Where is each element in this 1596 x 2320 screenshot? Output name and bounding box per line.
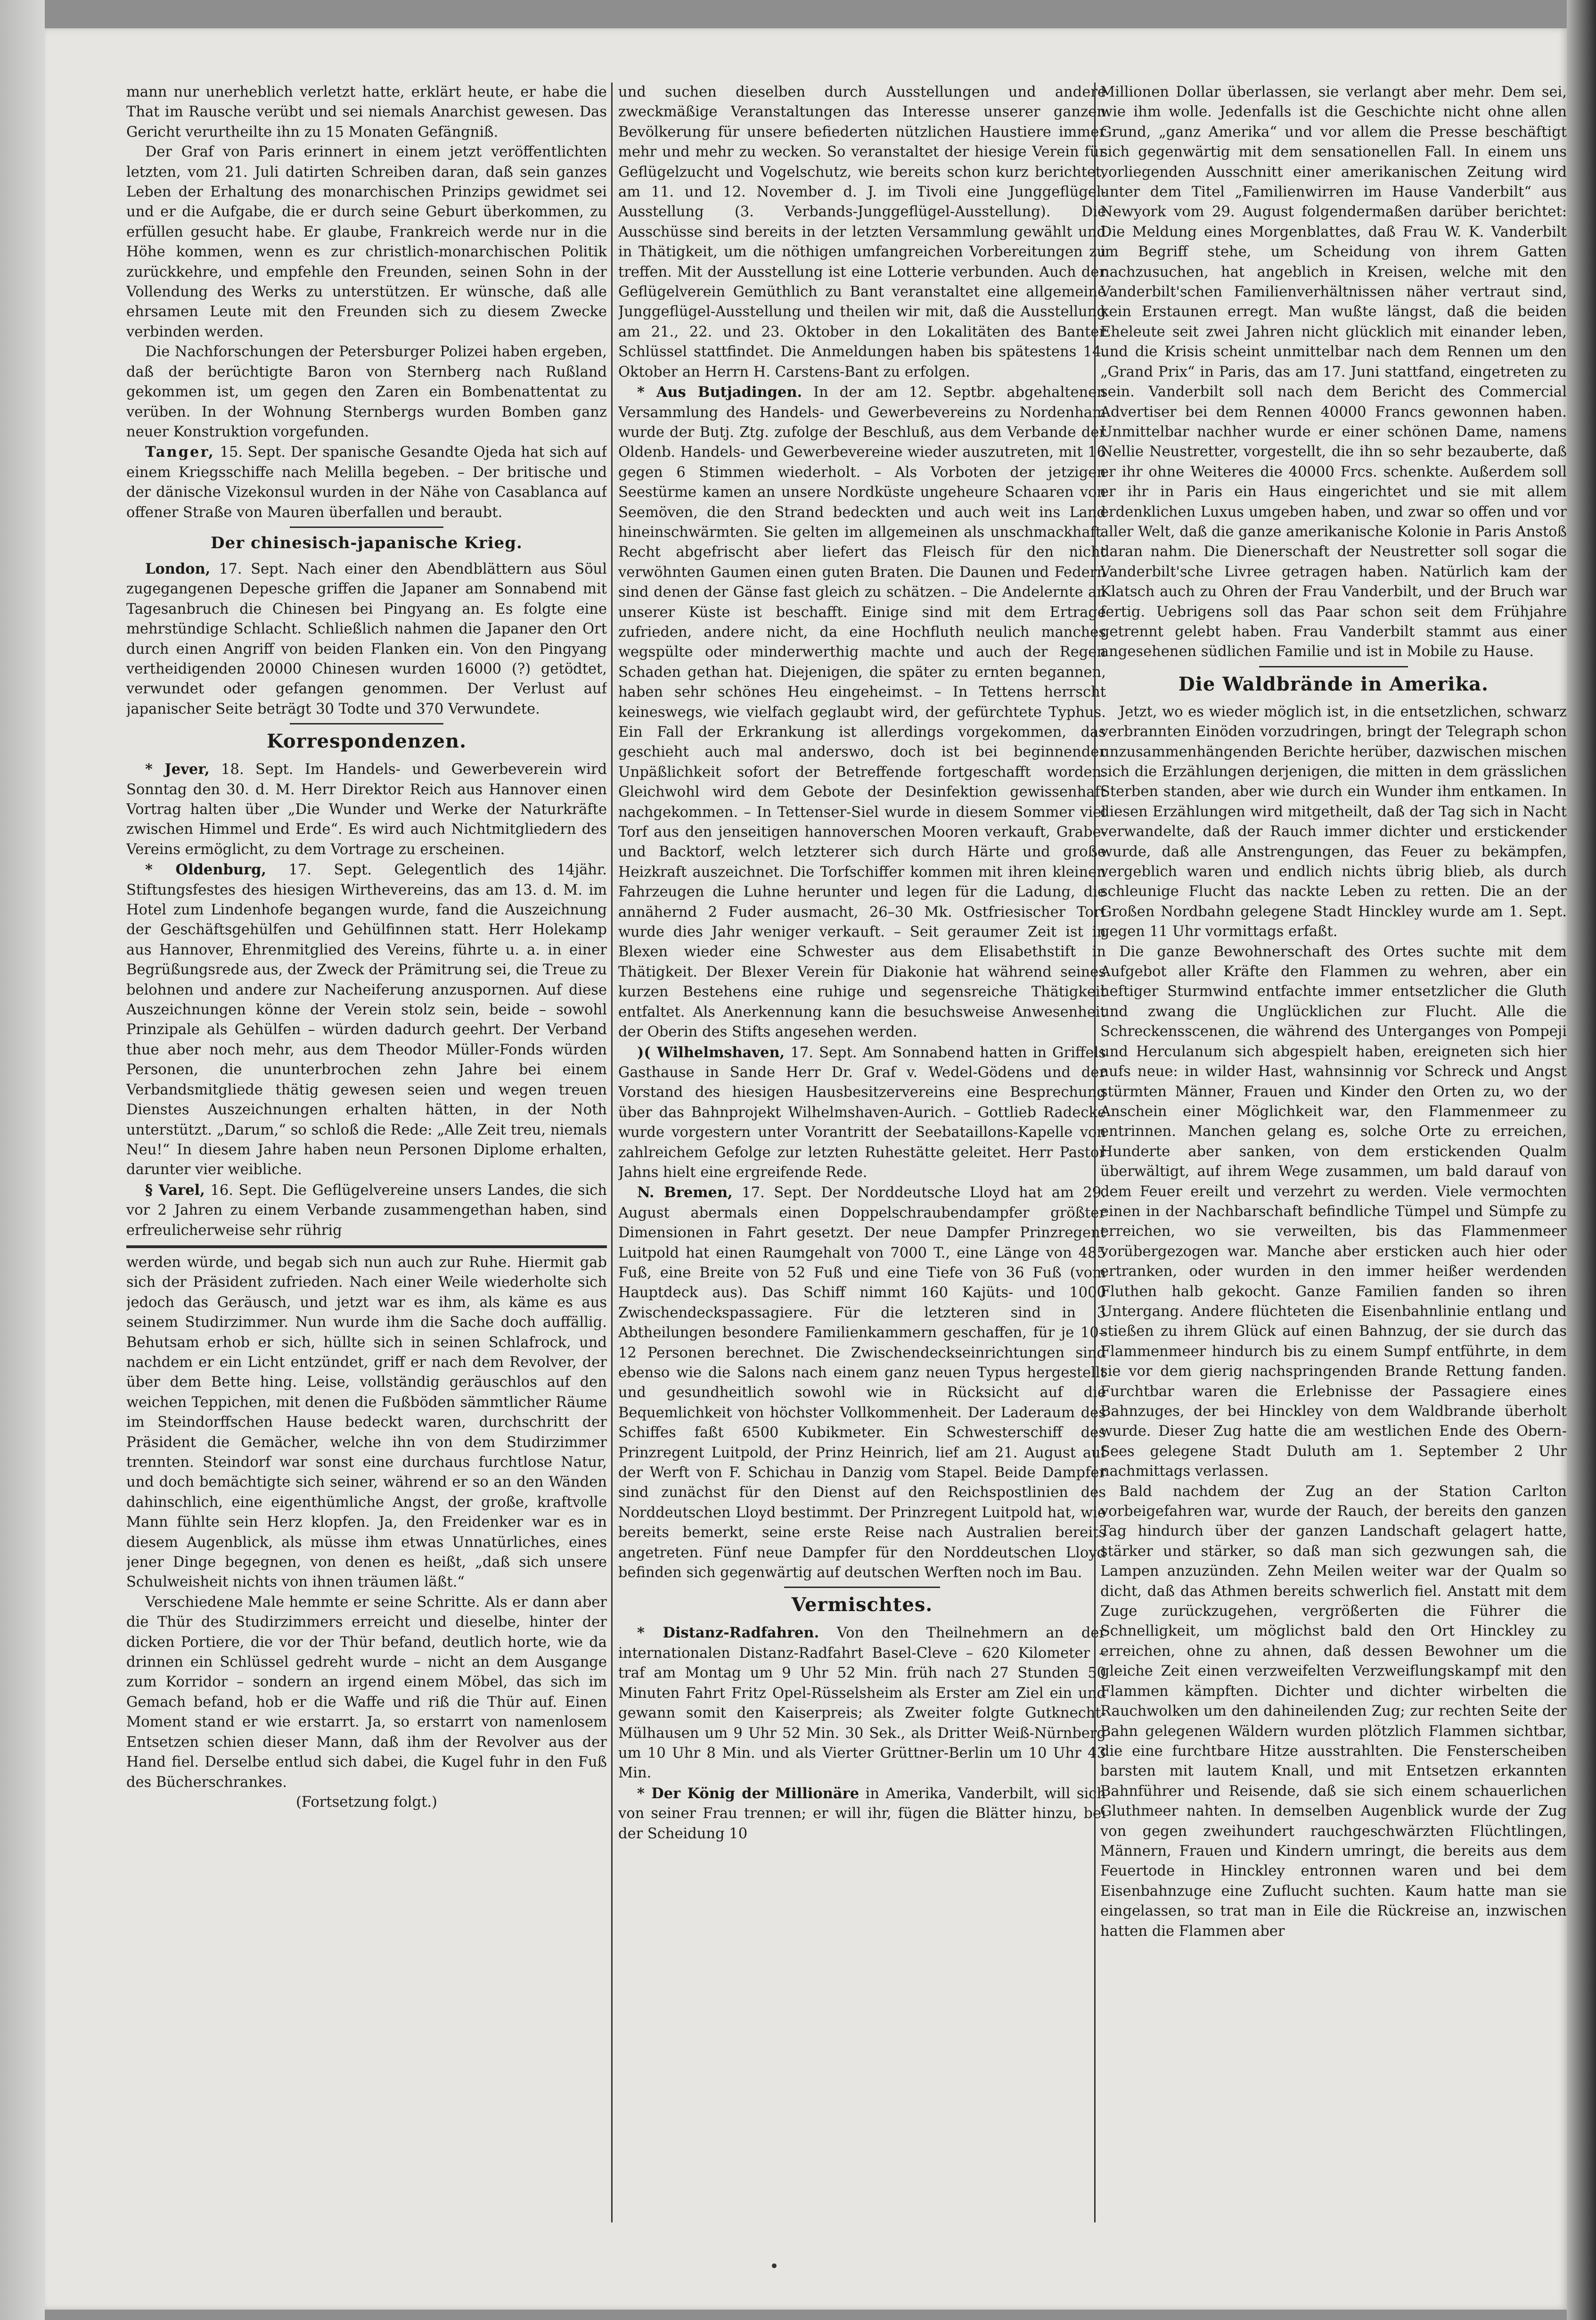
feuilleton-text: Verschiedene Male hemmte er seine Schritte. Als er dann aber die Thür des Studirzimmers erreicht und dieselbe, hinter der dicken Portiere, die vor der Thür befand, deutlich horte, wie da drinnen ein Schlüssel gedreht wurde – nicht an dem Ausgange zum Korridor – sondern an irgend einem Möbel, das sich im Gemach befand, hob er die Waffe und riß die Thür auf. Einen Moment stand er wie erstarrt. Ja, so erstarrt von namenlosem Entsetzen schien dieser Mann, daß ihm der Revolver aus der Hand fiel. Derselbe entlud sich dabei, die Kugel fuhr in den Fuß des Bücherschrankes. [126, 1594, 607, 1791]
dateline: * Aus Butjadingen. [637, 384, 802, 401]
dateline: London, [145, 560, 211, 577]
article-text [618, 382, 1106, 1042]
article-text: Millionen Dollar überlassen, sie verlangt aber mehr. Dem sei, wie ihm wolle. Jedenfalls ist die Geschichte nicht ohne allen Grund, „ganz Amerika“ und vor allem die Presse beschäftigt sich gegenwärtig mit dem sensationellen Fall. In einem uns vorliegenden Ausschnitt einer amerikanischen Zeitung wird unter dem Titel „Familienwirren im Hause Vanderbilt“ aus Newyork vom 29. August folgendermaßen darüber berichtet: Die Meldung eines Morgenblattes, daß Frau W. K. Vanderbilt im Begriff stehe, um Scheidung von ihrem Gatten nachzusuchen, hat angeblich in Kreisen, welche mit den Vanderbilt'schen Familienverhältnissen näher vertraut sind, kein Erstaunen erregt. Man wußte längst, daß die beiden Eheleute seit zwei Jahren nicht glücklich mit einander leben, und die Krisis scheint unmittelbar nach dem Rennen um den „Grand Prix“ in Paris, das am 17. Juni stattfand, eingetreten zu sein. Vanderbilt soll nach dem Bericht des Commercial Advertiser bei dem Rennen 40000 Francs gewonnen haben. Unmittelbar nachher wurde er einer schönen Dame, namens Nellie Neustretter, vorgestellt, die ihn so sehr bezauberte, daß er ihr ohne Weiteres die 40000 Frcs. schenkte. Außerdem soll er ihr in Paris ein Haus eingerichtet und sie mit allem erdenklichen Luxus umgeben haben, und zwar so offen und vor aller Welt, daß die ganze amerikanische Kolonie in Paris Anstoß daran nahm. Die Dienerschaft der Neustretter soll sogar die Vanderbilt'sche Livree getragen haben. Natürlich kam der Klatsch auch zu Ohren der Frau Vanderbilt, und der Bruch war fertig. Uebrigens soll das Paar schon seit dem Frühjahre getrennt gelebt haben. Frau Vanderbilt stammt aus einer angesehenen südlichen Familie und ist in Mobile zu Hause. [1100, 84, 1567, 660]
feuilleton-text: werden würde, und begab sich nun auch zur Ruhe. Hiermit gab sich der Präsident zufrieden. Nach einer Weile wiederholte sich jedoch das Geräusch, und jetzt war es ihm, als käme es aus seinem Studirzimmer. Nun wurde ihm die Sache doch auffällig. Behutsam erhob er sich, hüllte sich in seinen Schlafrock, und nachdem er ein Licht entzündet, griff er nach dem Revolver, der über dem Bette hing. Leise, vollständig geräuschlos auf den weichen Teppichen, mit denen die Fußböden sämmtlicher Räume im Steindorffschen Hause bedeckt waren, durchschritt der Präsident die Gemächer, welche ihn von dem Studirzimmer trennten. Steindorf war sonst eine durchaus furchtlose Natur, und doch bemächtigte sich seiner, während er so an den Wänden dahinschlich, eine eigenthümliche Angst, der große, kraftvolle Mann fühlte sein Herz klopfen. Ja, den Freidenker war es in diesem Augenblick, als müsse ihm etwas Unnatürliches, eines jener Dinge begegnen, von denen es heißt, „daß sich unsere Schulweisheit nichts von ihnen träumen läßt.“ [126, 1254, 607, 1591]
column-left [126, 82, 607, 2222]
feuilleton-divider [126, 1245, 607, 1248]
page-mark [772, 2263, 777, 2268]
article-text [126, 559, 607, 719]
dateline: * Distanz-Radfahren. [637, 1624, 819, 1642]
article-body: Von den Theilnehmern an der internationalen Distanz-Radfahrt Basel-Cleve – 620 Kilometer – traf am Montag um 9 Uhr 52 Min. früh nach 27 Stunden 50 Minuten Fahrt Fritz Opel-Rüsselsheim als Erster am Ziel ein und gewann somit den Kaiserpreis; als Zweiter folgte Gutknecht-Mülhausen um 9 Uhr 52 Min. 30 Sek., als Dritter Weiß-Nürnberg um 10 Uhr 8 Min. und als Vierter Grüttner-Berlin um 10 Uhr 43 Min. [618, 1625, 1106, 1782]
article-body: 17. Sept. Gelegentlich des 14jähr. Stiftungsfestes des hiesigen Wirthevereins, das am 13. d. M. im Hotel zum Lindenhofe begangen wurde, fand die Auszeichnung der Geschäftsgehülfen und Gehülfinnen statt. Herr Holekamp aus Hannover, Ehrenmitglied des Vereins, führte u. a. in einer Begrüßungsrede aus, der Zweck der Prämitrung sei, die Treue zu belohnen und andere zur Nacheiferung anzuspornen. Auf diese Auszeichnungen könne der Verein stolz sein, beide – sowohl Prinzipale als Gehülfen – würden dadurch geehrt. Der Verband thue aber noch mehr, aus dem Theodor Müller-Fonds würden Personen, die ununterbrochen zehn Jahre bei einem Verbandsmitgliede thätig gewesen seien und wegen treuen Dienstes Auszeichnungen erhalten hätten, in der Noth unterstützt. „Darum,“ so schloß die Rede: „Alle Zeit treu, niemals Neu!“ In diesem Jahre haben neun Personen Diplome erhalten, darunter vier weibliche. [126, 862, 607, 1178]
dateline: * Der König der Millionäre [637, 1785, 859, 1802]
article-body: In der am 12. Septbr. abgehaltenen Versammlung des Handels- und Gewerbevereins zu Nordenham wurde der Butj. Ztg. zufolge der Beschluß, aus dem Verbande der Oldenb. Handels- und Gewerbevereine wieder auszutreten, mit 16 gegen 6 Stimmen wiederholt. – Als Vorboten der jetzigen Seestürme kamen an unsere Nordküste ungeheure Schaaren von Seemöven, die den Strand bedeckten und auch weit ins Land hineinschwärmten. Sie gelten im allgemeinen als unschmackhaft. Recht abgefrischt aber liefert das Fleisch für den nicht verwöhnten Gaumen einen guten Braten. Die Daunen und Federn sind denen der Gänse fast gleich zu schätzen. – Die Andelernte an unserer Küste ist beschafft. Einige sind mit dem Ertrage zufrieden, andere nicht, da eine Hochfluth neulich manches wegspülte oder minderwerthig machte und auch der Regen Schaden gethan hat. Diejenigen, die später zu ernten begannen, haben sehr schönes Heu eingeheimst. – In Tettens herrscht keineswegs, wie vielfach geglaubt wird, der gefürchtete Typhus. Ein Fall der Erkrankung ist allerdings vorgekommen, das geschieht auch mal anderswo, doch ist bei beginnender Unpäßlichkeit sofort der Betreffende fortgeschafft worden. Gleichwohl wird dem Gebote der Desinfektion gewissenhaft nachgekommen. – In Tettenser-Siel wurde in diesem Sommer viel Torf aus den jenseitigen hannoverschen Mooren verkauft, Grabe- und Backtorf, welch letzterer sich durch Härte und große Heizkraft auszeichnet. Die Torfschiffer kommen mit ihren kleinen Fahrzeugen die Luhne herunter und legen für die Ladung, die annähernd 2 Fuder ausmacht, 26–30 Mk. Ostfriesischer Torf wurde dies Jahr weniger verkauft. – Seit geraumer Zeit ist in Blexen wieder eine Schwester aus dem Elisabethstift in Thätigkeit. Der Blexer Verein für Diakonie hat während seines kurzen Bestehens eine ruhige und segensreiche Thätigkeit entfaltet. Als Anerkennung kann die besuchsweise Anwesenheit der Oberin des Stifts angesehen werden. [618, 384, 1106, 1041]
column-rule [611, 82, 613, 2222]
scan-left-margin [0, 0, 45, 2320]
column-right [1100, 82, 1567, 2222]
article-text: Bald nachdem der Zug an der Station Carlton vorbeigefahren war, wurde der Rauch, der bereits den ganzen Tag hindurch über der ganzen Landschaft gelagert hatte, stärker und stärker, so daß man sich gezwungen sah, die Lampen anzuzünden. Zehn Meilen weiter war der Qualm so dicht, daß das Athmen bereits schwerlich fiel. Anstatt mit dem Zuge zurückzugehen, vergrößerten die Führer die Schnelligkeit, um möglichst bald den Ort Hinckley zu erreichen, ohne zu ahnen, daß dessen Bewohner um die gleiche Zeit einen verzweifelten Verzweiflungskampf mit den Flammen kämpften. Dichter und dichter wirbelten die Rauchwolken um den dahineilenden Zug; zur rechten Seite der Bahn gelegenen Wäldern wurden plötzlich Flammen sichtbar, die eine furchtbare Hitze ausstrahlten. Die Fensterscheiben barsten mit lautem Knall, und mit Entsetzen erkannten Bahnführer und Reisende, daß sie sich einem schauerlichen Gluthmeer nahten. In demselben Augenblick wurde der Zug von gegen zweihundert rauchgeschwärzten Flüchtlingen, Männern, Frauen und Kindern umringt, die bereits aus dem Feuertode in Hinckley entronnen waren und bei dem Eisenbahnzuge eine Zuflucht suchten. Kaum hatte man sie eingelassen, so trat man in Eile die Rückreise an, inzwischen hatten die Flammen aber [1100, 1483, 1567, 1940]
section-heading: Korrespondenzen. [266, 730, 467, 753]
continuation-note: (Fortsetzung folgt.) [296, 1793, 437, 1810]
dateline: N. Bremen, [637, 1184, 733, 1201]
article-text [126, 860, 607, 1180]
dateline: )( Wilhelmshaven, [637, 1044, 785, 1061]
dateline: Tanger, [145, 444, 215, 461]
article-text: Jetzt, wo es wieder möglich ist, in die entsetzlichen, schwarz verbrannten Einöden vorzudringen, bringt der Telegraph schon unzusammenhängenden Berichte herüber, dazwischen mischen sich die Erzählungen derjenigen, die mitten in dem grässlichen Sterben standen, aber wie durch ein Wunder ihm entkamen. In diesen Erzählungen wird mitgetheilt, daß der Tag sich in Nacht verwandelte, daß der Rauch immer dichter und erstickender wurde, daß alle Anstrengungen, das Feuer zu bekämpfen, vergeblich waren und endlich nichts übrig blieb, als durch schleunige Flucht das nackte Leben zu retten. Die an der Großen Nordbahn gelegene Stadt Hinckley wurde am 1. Sept. gegen 11 Uhr vormittags erfaßt. [1100, 703, 1567, 940]
article-body: 17. Sept. Nach einer den Abendblättern aus Söul zugegangenen Depesche griffen die Japaner am Sonnabend mit Tagesanbruch die Chinesen bei Pingyang an. Es folgte eine mehrstündige Schlacht. Schließlich nahmen die Japaner den Ort durch einen Angriff von beiden Flanken ein. Von den Pingyang vertheidigenden 20000 Chinesen wurden 16000 (?) getödtet, verwundet oder gefangen genommen. Der Verlust auf japanischer Seite beträgt 30 Todte und 370 Verwundete. [126, 560, 607, 717]
article-body: 17. Sept. Der Norddeutsche Lloyd hat am 29. August abermals einen Doppelschraubendampfer größter Dimensionen in Fahrt gesetzt. Der neue Dampfer Prinzregent Luitpold hat einen Raumgehalt von 7000 T., eine Länge von 485 Fuß, eine Breite von 52 Fuß und eine Tiefe von 36 Fuß (vom Hauptdeck aus). Das Schiff nimmt 160 Kajüts- und 1000 Zwischendeckspassagiere. Für die letzteren sind in 3 Abtheilungen besondere Familienkammern geschaffen, für je 10–12 Personen berechnet. Die Zwischendeckseinrichtungen sind ebenso wie die Salons nach einem ganz neuen Typus hergestellt und gesundheitlich sowohl wie in Rücksicht auf die Bequemlichkeit von höchster Vollkommenheit. Der Laderaum des Schiffes faßt 6500 Kubikmeter. Ein Schwesterschiff des Prinzregent Luitpold, der Prinz Heinrich, lief am 21. August auf der Werft von F. Schichau in Danzig vom Stapel. Beide Dampfer sind zunächst für den Dienst auf den Reichspostlinien des Norddeutschen Lloyd bestimmt. Der Prinzregent Luitpold hat, wie bereits bemerkt, seine erste Reise nach Australien bereits angetreten. Fünf neue Dampfer für den Norddeutschen Lloyd befinden sich gegenwärtig auf deutschen Werften noch im Bau. [618, 1185, 1106, 1581]
article-text [126, 759, 607, 860]
article-text: Die ganze Bewohnerschaft des Ortes suchte mit dem Aufgebot aller Kräfte den Flammen zu wehren, aber ein heftiger Sturmwind entfachte immer entsetzlicher die Gluth und zwang die Unglücklichen zur Flucht. Alle die Schreckensscenen, die während des Unterganges von Pompeji und Herculanum sich abgespielt haben, ereigneten sich hier aufs neue: in wilder Hast, wahnsinnig vor Schreck und Angst stürmten Männer, Frauen und Kinder den Orten zu, wo der Anschein einer Möglichkeit war, den Flammenmeer zu entrinnen. Manchen gelang es, solche Orte zu erreichen, Hunderte aber sanken, von dem erstickenden Qualm überwältigt, auf ihrem Wege zusammen, um bald darauf von dem Feuer ereilt und verzehrt zu werden. Viele vermochten einen in der Nachbarschaft befindliche Tümpel und Sümpfe zu erreichen, wo sie verweilten, bis das Flammenmeer vorübergezogen war. Manche aber ersticken auch hier oder ertranken, oder wurden in den immer heißer werdenden Fluthen halb gekocht. Ganze Familien fanden so ihren Untergang. Andere flüchteten die Eisenbahnlinie entlang und stießen zu ihrem Glück auf einen Bahnzug, der sie durch das Flammenmeer hindurch bis zu einem Sumpf entführte, in dem sie vor dem gierig nachspringenden Brande Rettung fanden. Furchtbar waren die Erlebnisse der Passagiere eines Bahnzuges, der bei Hinckley von dem Waldbrande überholt wurde. Dieser Zug hatte die am westlichen Ende des Obern-Sees gelegene Stadt Duluth am 1. September 2 Uhr nachmittags verlassen. [1100, 943, 1567, 1480]
section-heading: Die Waldbrände in Amerika. [1178, 673, 1489, 695]
article-body: 18. Sept. Im Handels- und Gewerbeverein wird Sonntag den 30. d. M. Herr Direktor Reich aus Hannover einen Vortrag halten über „Die Wunder und Werke der Naturkräfte zwischen Himmel und Erde“. Es wird auch Nichtmitgliedern des Vereins ermöglicht, zu dem Vortrage zu erscheinen. [126, 761, 607, 858]
article-text [618, 1623, 1106, 1783]
dateline: § Varel, [145, 1181, 205, 1199]
article-text [618, 1784, 1106, 1844]
article-body: 15. Sept. Der spanische Gesandte Ojeda hat sich auf einem Kriegsschiffe nach Melilla begeben. – Der britische und der dänische Vizekonsul wurden in der Nähe von Casablanca auf offener Straße von Mauren überfallen und beraubt. [126, 444, 607, 521]
article-body: 16. Sept. Die Geflügelvereine unsers Landes, die sich vor 2 Jahren zu einem Verbande zusammengethan haben, sind erfreulicherweise sehr rührig [126, 1182, 607, 1239]
scan-right-edge [1567, 0, 1596, 2320]
section-heading: Der chinesisch-japanische Krieg. [211, 533, 523, 552]
article-body: in Amerika, Vanderbilt, will sich von seiner Frau trennen; er will ihr, fügen die Blätter hinzu, bei der Scheidung 10 [618, 1785, 1106, 1842]
article-text: und suchen dieselben durch Ausstellungen und andere zweckmäßige Veranstaltungen das Interesse unserer ganzen Bevölkerung für unsere befiederten nützlichen Haustiere immer mehr und mehr zu wecken. So veranstaltet der hiesige Verein für Geflügelzucht und Vogelschutz, wie bereits schon kurz berichtet, am 11. und 12. November d. J. im Tivoli eine Junggeflügel-Ausstellung (3. Verbands-Junggeflügel-Ausstellung). Die Ausschüsse sind bereits in der letzten Versammlung gewählt und in Thätigkeit, um die nöthigen umfangreichen Vorbereitungen zu treffen. Mit der Ausstellung ist eine Lotterie verbunden. Auch der Geflügelverein Gemüthlich zu Bant veranstaltet eine allgemeine Junggeflügel-Ausstellung und theilen wir mit, daß die Ausstellung am 21., 22. und 23. Oktober in den Lokalitäten des Banter Schlüssel stattfindet. Die Anmeldungen haben bis spätestens 14. Oktober an Herrn H. Carstens-Bant zu erfolgen. [618, 84, 1106, 380]
dateline: * Oldenburg, [145, 861, 267, 879]
article-text: Die Nachforschungen der Petersburger Polizei haben ergeben, daß der berüchtigte Baron von Sternberg nach Rußland gekommen ist, um gegen den Zaren ein Bombenattentat zu verüben. In der Wohnung Sternbergs wurden Bomben ganz neuer Konstruktion vorgefunden. [126, 344, 607, 440]
article-text [126, 442, 607, 523]
article-text: mann nur unerheblich verletzt hatte, erklärt heute, er habe die That im Rausche verübt und sei niemals Anarchist gewesen. Das Gericht verurtheilte ihn zu 15 Monaten Gefängniß. [126, 84, 607, 140]
dateline: * Jever, [145, 761, 210, 778]
section-divider [784, 1587, 940, 1588]
section-heading: Vermischtes. [791, 1594, 933, 1616]
section-divider [290, 527, 443, 528]
section-divider [1259, 666, 1408, 667]
article-text [618, 1183, 1106, 1583]
column-middle [618, 82, 1106, 2222]
article-body: 17. Sept. Am Sonnabend hatten in Griffels Gasthause in Sande Herr Dr. Graf v. Wedel-Gödens und der Vorstand des hiesigen Hausbesitzervereins eine Besprechung über das Bahnprojekt Wilhelmshaven-Aurich. – Gottlieb Radecke wurde vorgestern unter Vorantritt der Seebataillons-Kapelle von zahlreichem Gefolge zur letzten Ruhestätte geleitet. Herr Pastor Jahns hielt eine ergreifende Rede. [618, 1044, 1106, 1181]
article-text [618, 1043, 1106, 1183]
article-text: Der Graf von Paris erinnert in einem jetzt veröffentlichten letzten, vom 21. Juli datirten Schreiben daran, daß sein ganzes Leben der Erhaltung des monarchischen Prinzips gewidmet sei und er die Aufgabe, die er durch seine Geburt überkommen, zu erfüllen gesucht habe. Er glaube, Frankreich werde nur in die Höhe kommen, wenn es zur christlich-monarchischen Politik zurückkehre, und empfehle den Freunden, seinen Sohn in der Vollendung des Werks zu unterstützen. Er wünsche, daß alle ehrsamen Leute mit den Freunden sich zu diesem Zwecke verbinden werden. [126, 144, 607, 340]
section-divider [290, 723, 443, 724]
article-text [126, 1180, 607, 1241]
